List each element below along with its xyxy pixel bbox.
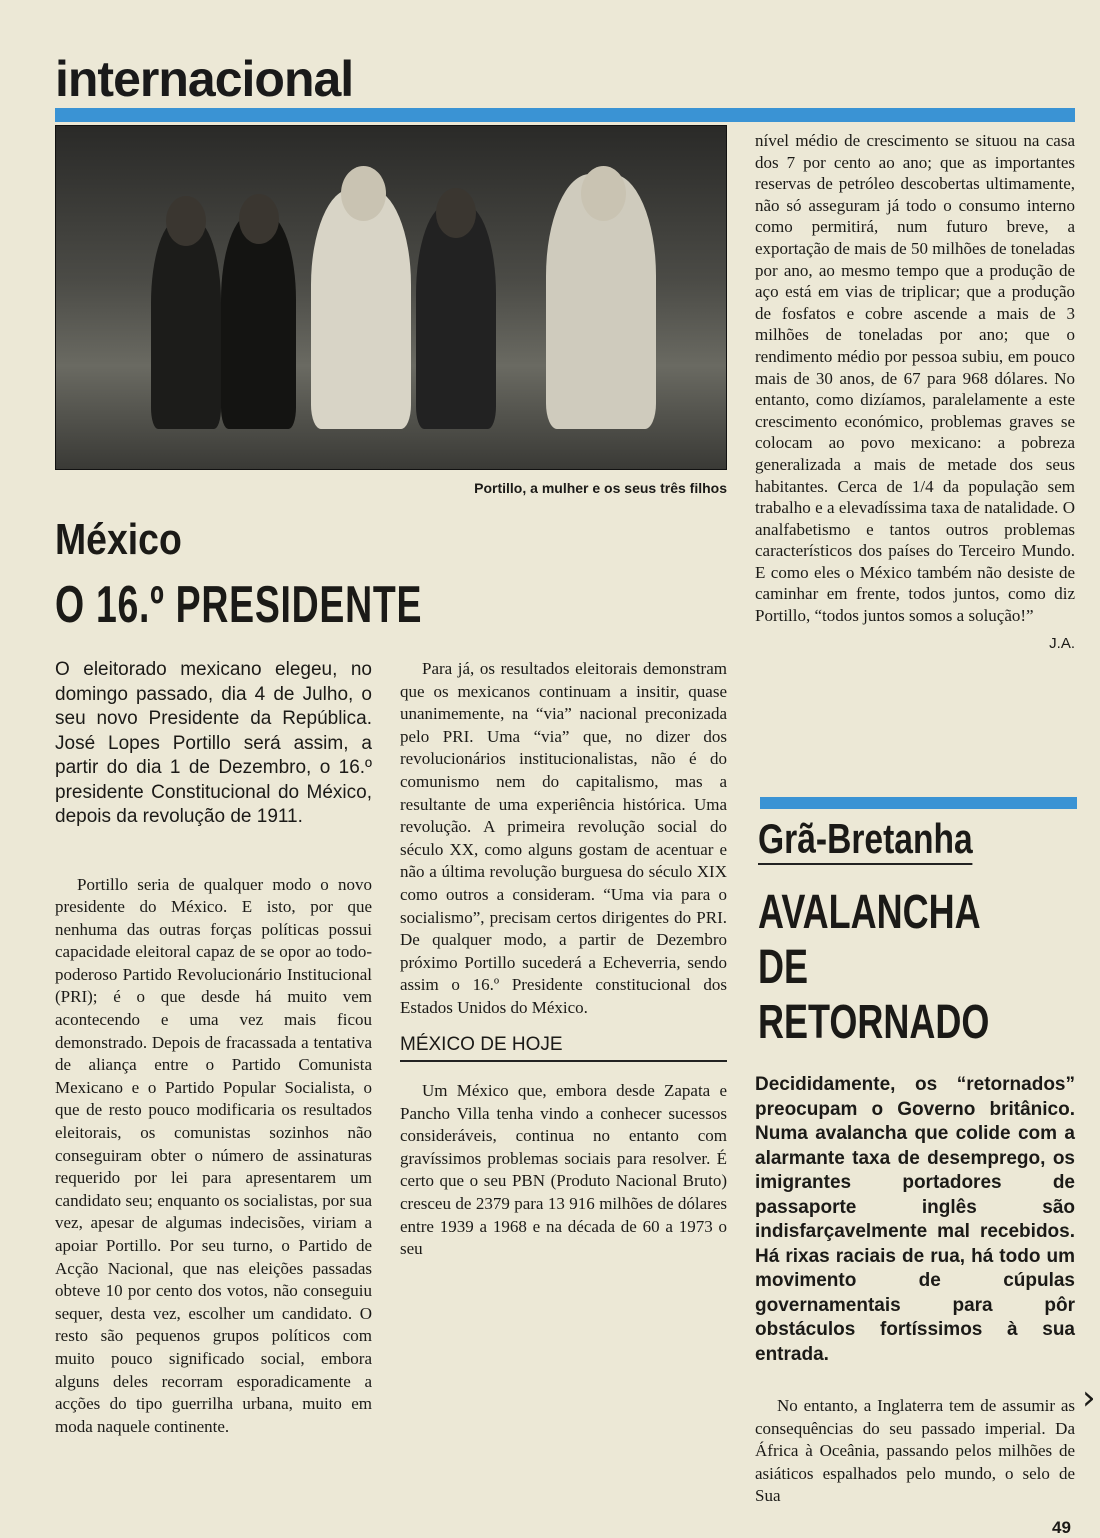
article-paragraph: No entanto, a Inglaterra tem de assumir as consequências do seu passado imperial. Da África à Oceânia, passando pelos milhões de asiáticos espalhados pelo mundo, o selo de Sua xyxy=(755,1396,1075,1506)
article-column-right xyxy=(755,130,1075,654)
photo-caption: Portillo, a mulher e os seus três filhos xyxy=(474,480,727,496)
page-number: 49 xyxy=(1052,1518,1071,1537)
author-signature: J.A. xyxy=(1049,634,1075,652)
article-paragraph: Um México que, embora desde Zapata e Pancho Villa tenha vindo a conhecer sucessos consideráveis, continua no entanto com gravíssimos problemas sociais para resolver. É certo que o seu PBN (Produto Nacional Bruto) cresceu de 2379 para 13 916 milhões de dólares entre 1939 a 1968 e na década de 60 a 1973 o seu xyxy=(400,1081,727,1259)
article-country: México xyxy=(55,515,182,564)
article-paragraph: Portillo seria de qualquer modo o novo presidente do México. E isto, por que nenhuma das outras forças políticas possui capacidade eleitoral capaz de se opor ao todo-poderoso Partido Revolucionário Institucional (PRI); é o que desde há muito vem acontecendo e uma vez mais ficou demonstrado. Depois de fracassada a tentativa de aliança entre o Partido Comunista Mexicano e o Partido Popular Socialista, o que de resto pouco modificaria os resultados eleitorais, os comunistas sozinhos não conseguiram obter o número de assinaturas requerido por lei para apresentarem um candidato seu; enquanto os socialistas, por sua vez, apesar de algumas indecisões, viriam a apoiar Portillo. Por seu turno, o Partido de Acção Nacional, que nas eleições passadas obteve 10 por cento dos votos, não conseguiu sequer, desta vez, escolher um candidato. O resto são pequenos grupos políticos com muito pouco significado social, embora alguns deles recorram esporadicamente a acções do tipo guerrilha urbana, muito em moda naquele continente. xyxy=(55,874,372,1436)
article-headline: AVALANCHA DE RETORNADO xyxy=(758,886,990,1049)
article-lead: O eleitorado mexicano elegeu, no domingo passado, dia 4 de Julho, o seu novo Presidente da República. José Lopes Portillo será assim, a partir do dia 1 de Dezembro, o 16.º presidente Constitucional do México, depois da revolução de 1911. xyxy=(55,659,372,827)
article-divider-bar xyxy=(760,797,1077,809)
article-column-left xyxy=(55,658,372,1438)
article-subheading: MÉXICO DE HOJE xyxy=(400,1034,727,1063)
article-column-middle xyxy=(400,658,727,1261)
family-photo xyxy=(55,125,727,470)
article-country: Grã-Bretanha xyxy=(758,815,973,865)
article-column-right-lower xyxy=(755,1073,1075,1508)
next-page-arrow-icon[interactable]: › xyxy=(1082,1378,1096,1418)
article-lead: Decididamente, os “retornados” preocupam o Governo britânico. Numa avalancha que colide com a alarmante taxa de desemprego, os imigrantes portadores de passaporte inglês são indisfarçavelmente mal recebidos. Há rixas raciais de rua, há todo um movimento de cúpulas governamentais para pôr obstáculos fortíssimos à sua entrada. xyxy=(755,1074,1075,1365)
section-title: internacional xyxy=(55,51,354,107)
article-paragraph: Para já, os resultados eleitorais demonstram que os mexicanos continuam a insitir, quase unanimemente, na “via” nacional preconizada pelo PRI. Uma “via” que, no dizer dos revolucionários institucionalistas, não é do comunismo nem do capitalismo, mas a resultante de uma experiência histórica. Uma revolução. A primeira revolução social do século XX, como alguns gostam de acentuar e não a última revolução burguesa do século XIX como outros a consideram. “Uma via para o socialismo”, precisam certos dirigentes do PRI. De qualquer modo, a partir de Dezembro próximo Portillo sucederá a Echeverria, sendo assim o 16.º Presidente constitucional dos Estados Unidos do México. xyxy=(400,659,727,1017)
article-paragraph: nível médio de crescimento se situou na casa dos 7 por cento ao ano; que as importantes reservas de petróleo descobertas ultimamente, não só asseguram já todo o consumo interno como permitirá, num futuro breve, a exportação de mais de 50 milhões de toneladas por ano, ao mesmo tempo que a produção de aço está em vias de triplicar; que a produção de fosfatos e cobre ascende a mais de 3 milhões de toneladas por ano; que o rendimento médio por pessoa subiu, em pouco mais de 30 anos, de 67 para 968 dólares. No entanto, como dizíamos, paralelamente a este crescimento económico, problemas graves se colocam ao povo mexicano: a pobreza generalizada a mais de metade dos seus habitantes. Cerca de 1/4 da população sem trabalho e a elevadíssima taxa de natalidade. O analfabetismo e tantos outros problemas característicos dos países do Terceiro Mundo. E como eles o México também não desiste de caminhar em frente, todos juntos, como diz Portillo, “todos juntos somos a solução!” xyxy=(755,131,1075,626)
article-headline: O 16.º PRESIDENTE xyxy=(55,576,423,634)
section-bar xyxy=(55,108,1075,122)
